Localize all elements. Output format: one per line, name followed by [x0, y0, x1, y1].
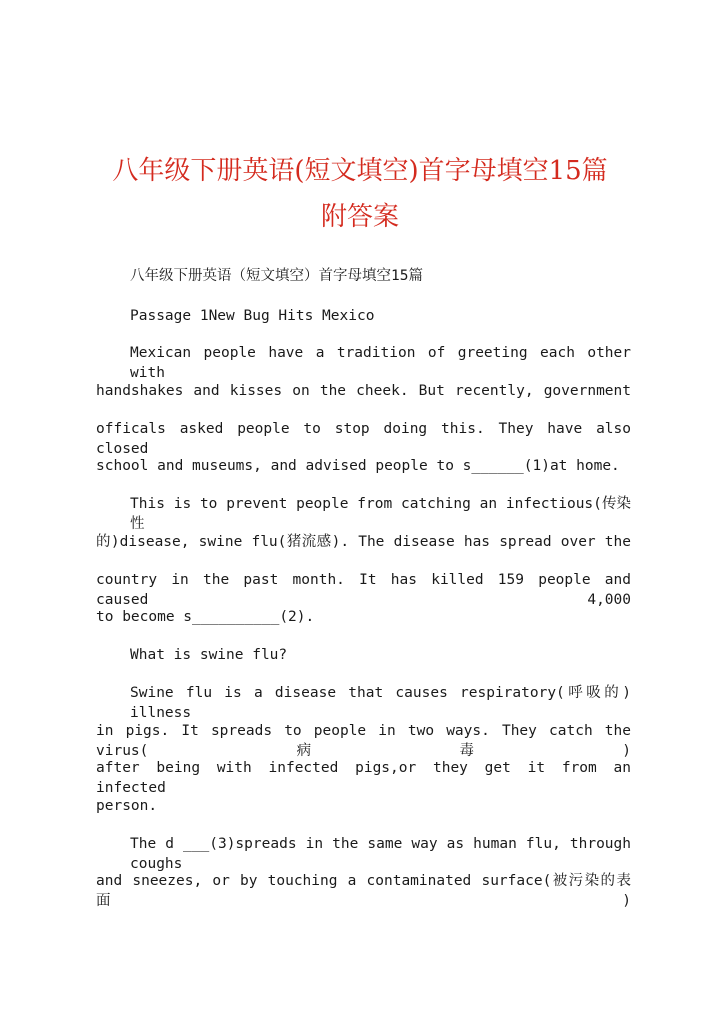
text-line: to become s__________(2). — [96, 609, 315, 625]
text-line: handshakes and kisses on the cheek. But recently, government — [96, 383, 631, 399]
title-line-2: 附答案 — [320, 202, 399, 232]
text-line: 的)disease, swine flu(猪流感). The disease has spread over the — [96, 534, 631, 550]
text-line: The d ___(3)spreads in the same way as human flu, through coughs — [130, 836, 631, 872]
text-line: This is to prevent people from catching an infectious(传染性 — [130, 496, 631, 532]
title-line-1: 八年级下册英语(短文填空)首字母填空15篇 — [112, 156, 608, 186]
text-line: Mexican people have a tradition of greeting each other with — [130, 345, 631, 381]
text-line: school and museums, and advised people to s______(1)at home. — [96, 458, 620, 474]
section-question: What is swine flu? — [130, 647, 288, 663]
text-line: Swine flu is a disease that causes respiratory(呼吸的) illness — [130, 685, 631, 721]
document-title — [60, 148, 660, 240]
text-line: country in the past month. It has killed 159 people and caused 4,000 — [96, 572, 631, 608]
text-line: officals asked people to stop doing this. They have also closed — [96, 421, 631, 457]
text-line: in pigs. It spreads to people in two ways. They catch the virus(病毒) — [96, 723, 631, 759]
text-line: person. — [96, 798, 158, 814]
passage-heading: Passage 1New Bug Hits Mexico — [130, 308, 375, 324]
text-line: and sneezes, or by touching a contaminated surface(被污染的表面) — [96, 873, 631, 909]
subtitle: 八年级下册英语（短文填空）首字母填空15篇 — [130, 268, 423, 284]
text-line: after being with infected pigs,or they get it from an infected — [96, 760, 631, 796]
